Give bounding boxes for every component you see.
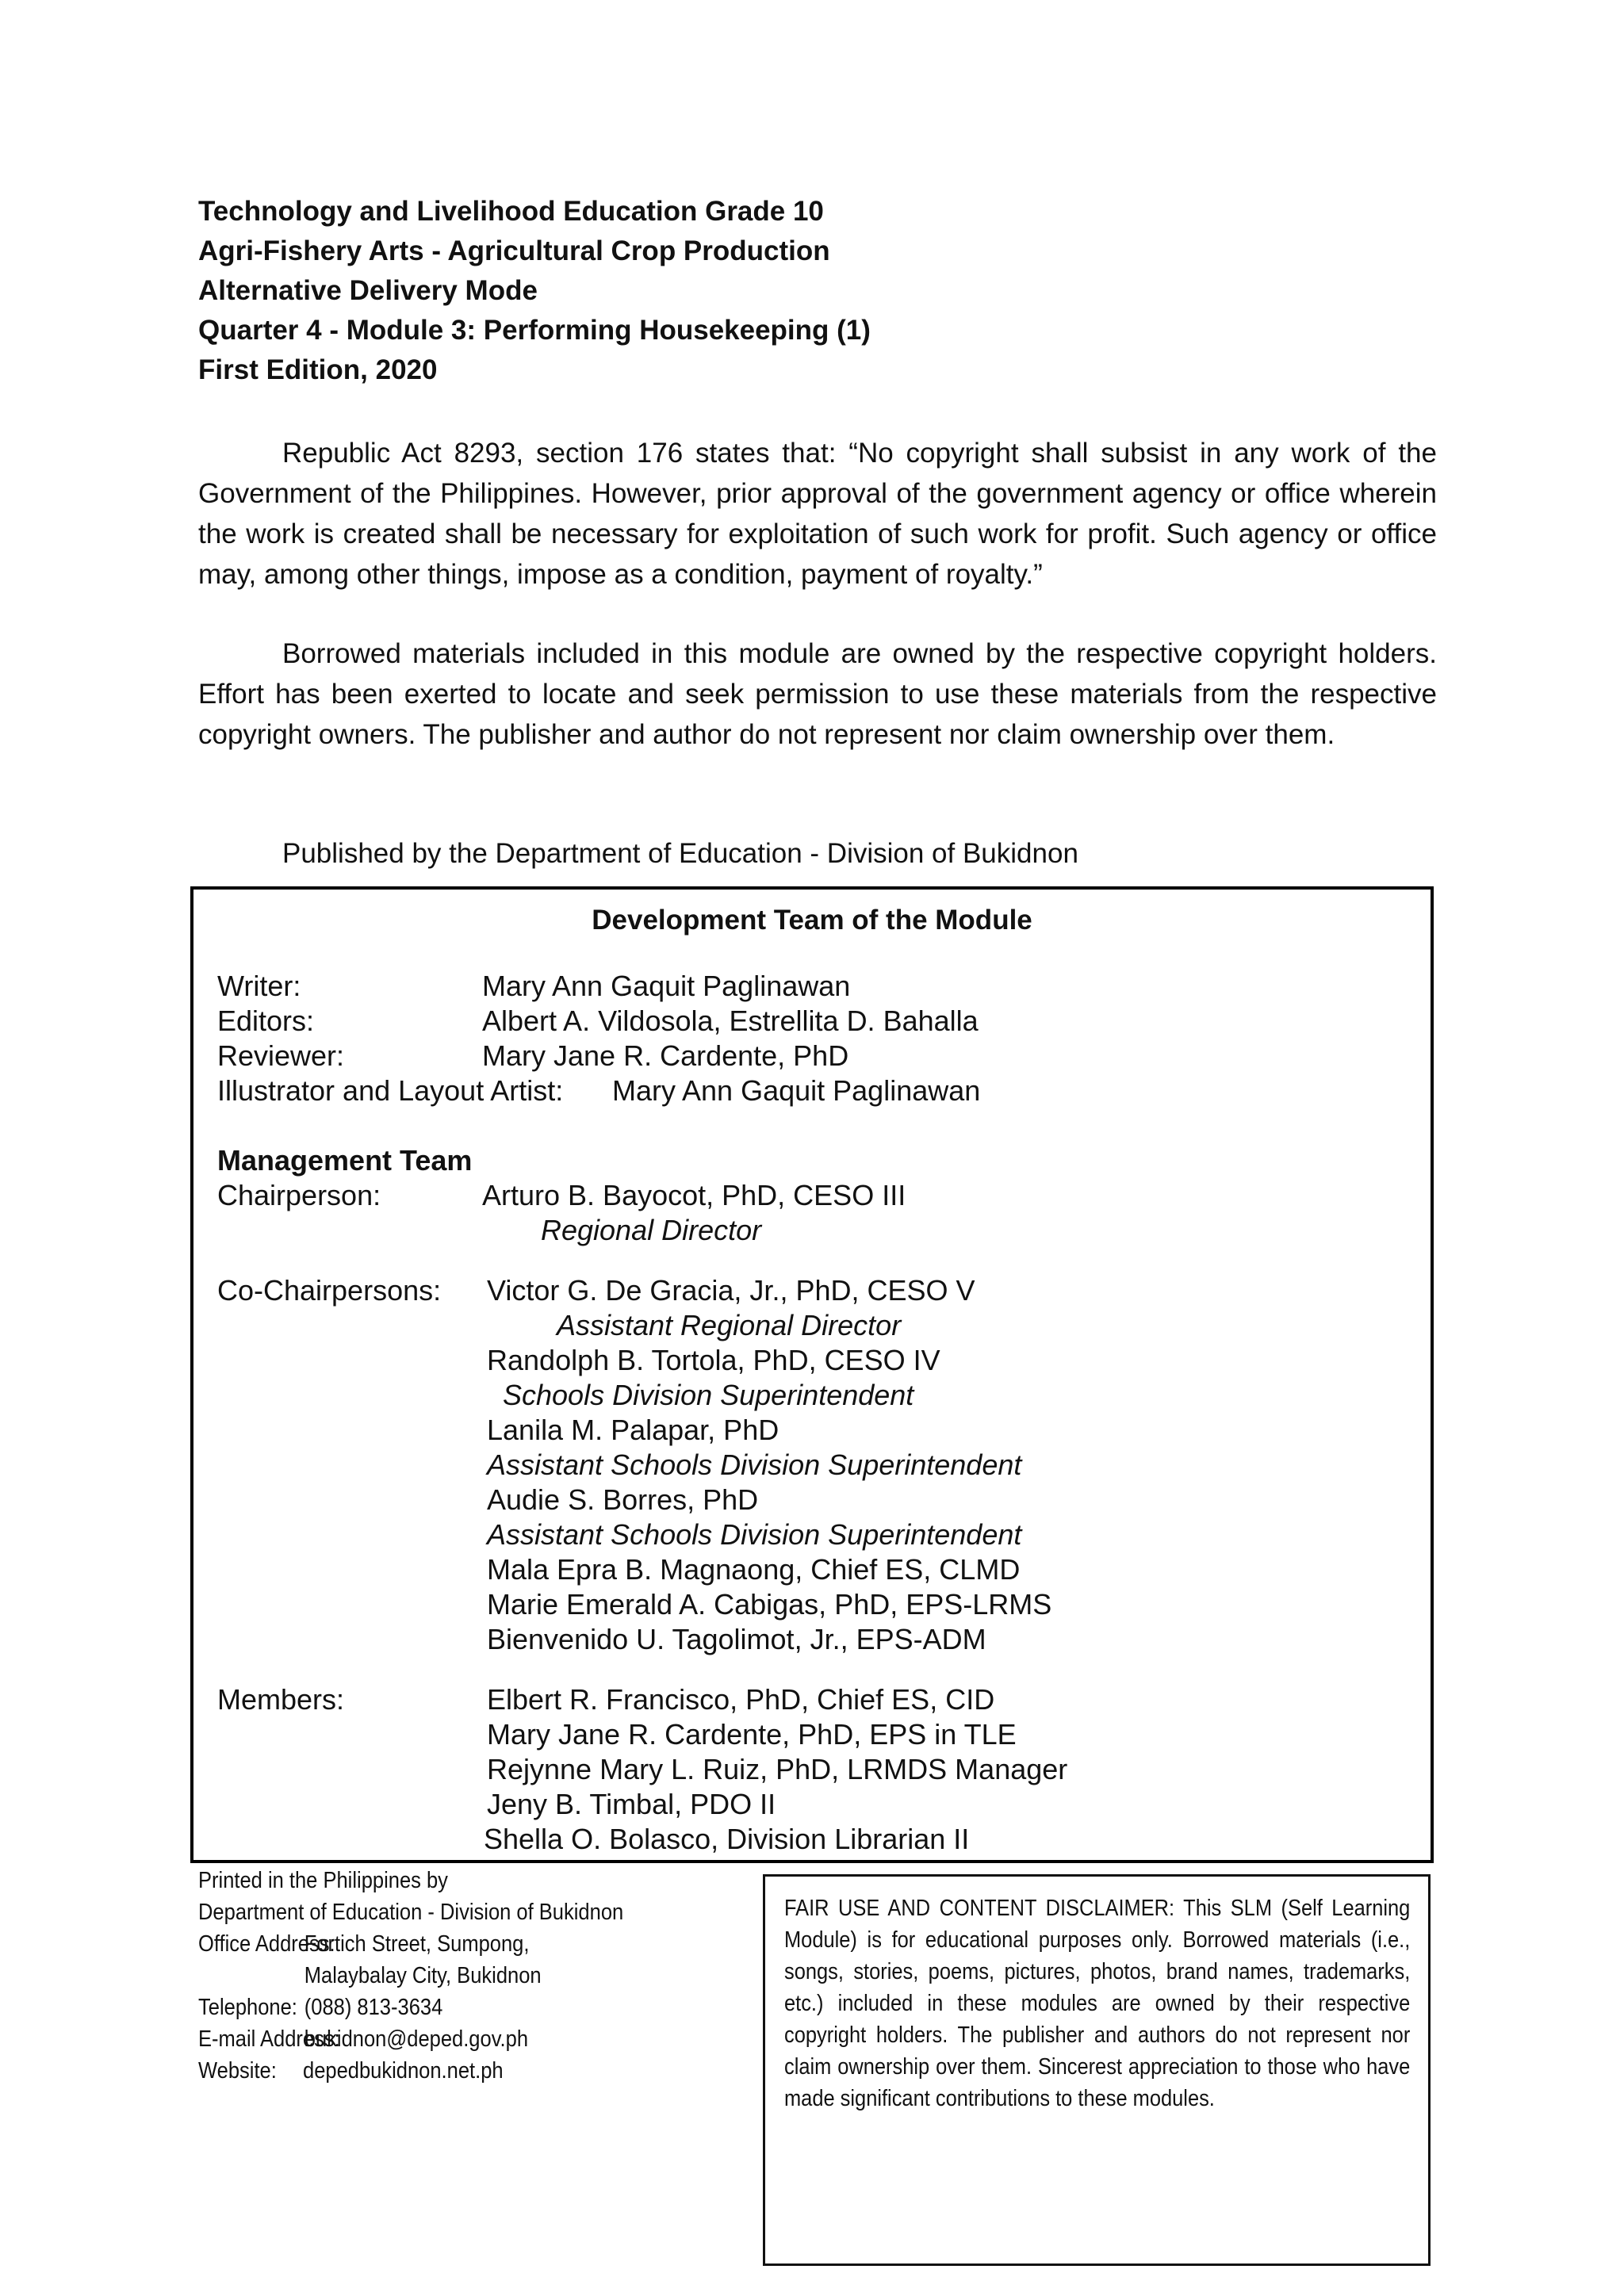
office-address-row-2 [198, 1960, 623, 1992]
printed-in-line: Printed in the Philippines by [198, 1868, 448, 1893]
title-line-delivery-mode: Alternative Delivery Mode [198, 275, 538, 306]
printing-contact-block [198, 1865, 623, 2087]
title-line-specialization: Agri-Fishery Arts - Agricultural Crop Production [198, 235, 830, 266]
module-title-block [198, 192, 871, 390]
fair-use-disclaimer-box [763, 1874, 1431, 2266]
illustrator-name: Mary Ann Gaquit Paglinawan [612, 1074, 981, 1107]
website-row [198, 2055, 623, 2087]
chairperson-name: Arturo B. Bayocot, PhD, CESO III [482, 1179, 906, 1211]
copyright-paragraph [198, 433, 1437, 595]
development-team-heading: Development Team of the Module [592, 905, 1032, 936]
editors-label: Editors: [217, 1004, 315, 1037]
member-name: Shella O. Bolasco, Division Librarian II [484, 1823, 970, 1855]
email-value: bukidnon@deped.gov.ph [304, 2026, 529, 2052]
co-chairperson-name: Audie S. Borres, PhD [487, 1483, 759, 1516]
co-chairperson-title: Schools Division Superintendent [503, 1379, 914, 1411]
editors-names: Albert A. Vildosola, Estrellita D. Bahalla [482, 1004, 979, 1037]
co-chairperson-title: Assistant Schools Division Superintendent [487, 1448, 1022, 1481]
writer-name: Mary Ann Gaquit Paglinawan [482, 970, 851, 1002]
member-name: Jeny B. Timbal, PDO II [487, 1788, 776, 1820]
co-chairperson-name: Randolph B. Tortola, PhD, CESO IV [487, 1344, 940, 1376]
co-chairperson-title: Assistant Schools Division Superintendent [487, 1518, 1022, 1551]
office-address-row [198, 1928, 623, 1960]
member-name: Mary Jane R. Cardente, PhD, EPS in TLE [487, 1718, 1017, 1751]
office-address-line2: Malaybalay City, Bukidnon [304, 1963, 542, 1988]
borrowed-materials-paragraph [198, 633, 1437, 755]
co-chairperson-name: Bienvenido U. Tagolimot, Jr., EPS-ADM [487, 1623, 986, 1655]
fair-use-disclaimer-text: FAIR USE AND CONTENT DISCLAIMER: This SLM (Self Learning Module) is for educational purposes only. Borrowed materials (i.e., songs, stories, poems, pictures, photos, brand names, trademarks, etc.) included in these modules are owned by their respective copyright holders. The publisher and authors do not represent nor claim ownership over them. Sincerest appreciation to those who have made significant contributions to these modules. [784, 1896, 1411, 2111]
title-line-edition: First Edition, 2020 [198, 354, 438, 385]
email-label: E-mail Address: [198, 2026, 340, 2052]
borrowed-materials-text: Borrowed materials included in this module are owned by the respective copyright holders. Effort has been exerted to locate and seek permission to use these materials from the respective copyright owners. The publisher and author do not represent nor claim ownership over them. [198, 638, 1437, 750]
telephone-row [198, 1992, 623, 2023]
website-value: depedbukidnon.net.ph [303, 2058, 504, 2084]
member-name: Elbert R. Francisco, PhD, Chief ES, CID [487, 1683, 995, 1716]
title-line-module: Quarter 4 - Module 3: Performing Housekeeping (1) [198, 315, 871, 346]
co-chairperson-name: Mala Epra B. Magnaong, Chief ES, CLMD [487, 1553, 1021, 1586]
office-address-label: Office Address: [198, 1931, 335, 1957]
reviewer-label: Reviewer: [217, 1039, 345, 1072]
copyright-text: Republic Act 8293, section 176 states that: “No copyright shall subsist in any work of the Government of the Philippines. However, prior approval of the government agency or office wherein the work is created shall be necessary for exploitation of such work for profit. Such agency or office may, among other things, impose as a condition, payment of royalty.” [198, 438, 1437, 590]
reviewer-name: Mary Jane R. Cardente, PhD [482, 1039, 849, 1072]
management-team-heading: Management Team [217, 1144, 473, 1177]
title-line-subject: Technology and Livelihood Education Grade 10 [198, 196, 824, 227]
members-label: Members: [217, 1683, 345, 1716]
chairperson-label: Chairperson: [217, 1179, 381, 1211]
member-name: Rejynne Mary L. Ruiz, PhD, LRMDS Manager [487, 1753, 1068, 1785]
office-address-line1: Fortich Street, Sumpong, [304, 1931, 530, 1957]
telephone-value: (088) 813-3634 [304, 1995, 443, 2020]
published-by: Published by the Department of Education - Division of Bukidnon [282, 838, 1078, 869]
development-team-box [190, 886, 1434, 1863]
printer-name: Department of Education - Division of Bukidnon [198, 1900, 624, 1925]
writer-label: Writer: [217, 970, 301, 1002]
chairperson-title: Regional Director [541, 1214, 762, 1246]
illustrator-label: Illustrator and Layout Artist: [217, 1074, 564, 1107]
co-chairperson-title: Assistant Regional Director [557, 1309, 902, 1341]
co-chairperson-name: Victor G. De Gracia, Jr., PhD, CESO V [487, 1274, 975, 1307]
website-label: Website: [198, 2058, 277, 2084]
telephone-label: Telephone: [198, 1995, 297, 2020]
co-chairperson-name: Marie Emerald A. Cabigas, PhD, EPS-LRMS [487, 1588, 1052, 1621]
co-chairpersons-label: Co-Chairpersons: [217, 1274, 442, 1307]
co-chairperson-name: Lanila M. Palapar, PhD [487, 1414, 779, 1446]
email-row [198, 2023, 623, 2055]
